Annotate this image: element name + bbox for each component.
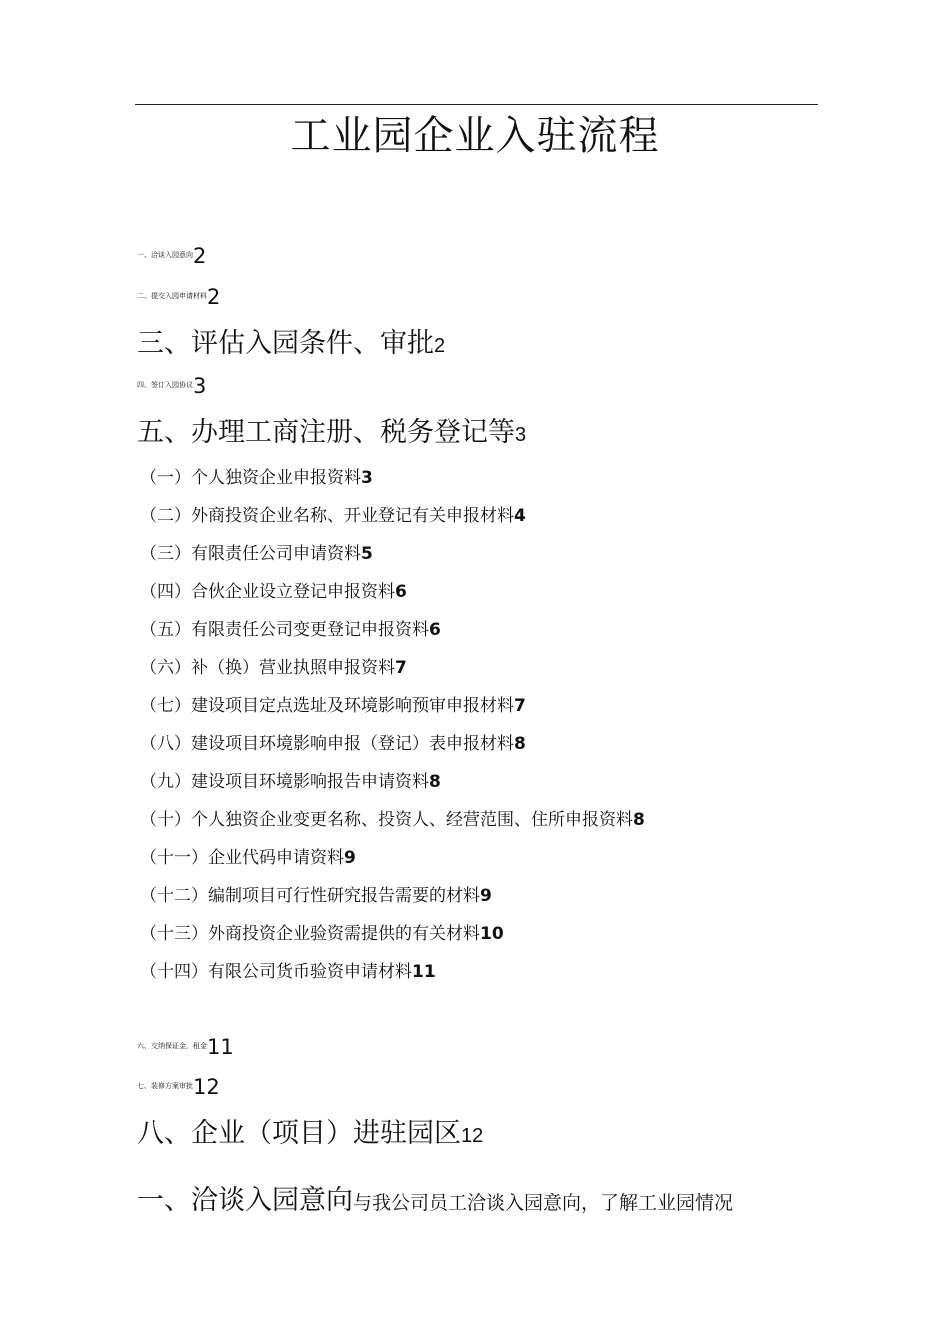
toc-subentry[interactable] bbox=[140, 960, 436, 984]
toc-subentry-page: 9 bbox=[344, 848, 356, 868]
toc-entry[interactable] bbox=[137, 327, 445, 363]
toc-subentry[interactable] bbox=[140, 846, 356, 870]
header-rule bbox=[135, 104, 818, 105]
toc-subentry-label: （十二）编制项目可行性研究报告需要的材料 bbox=[140, 886, 480, 906]
toc-entry-label: 五、办理工商注册、税务登记等 bbox=[137, 417, 515, 448]
toc-subentry-page: 7 bbox=[395, 658, 407, 678]
toc-subentry-page: 10 bbox=[480, 924, 504, 944]
toc-entry-page: 12 bbox=[193, 1075, 220, 1099]
section-text: 与我公司员工洽谈入园意向，了解工业园情况 bbox=[353, 1192, 734, 1214]
toc-subentry[interactable] bbox=[140, 656, 407, 680]
toc-subentry[interactable] bbox=[140, 694, 526, 718]
section-heading-row bbox=[137, 1178, 733, 1217]
toc-subentry-label: （四）合伙企业设立登记申报资料 bbox=[140, 582, 395, 602]
toc-subentry-label: （九）建设项目环境影响报告申请资料 bbox=[140, 772, 429, 792]
toc-entry-page: 2 bbox=[207, 285, 221, 309]
toc-entry[interactable] bbox=[137, 284, 220, 309]
toc-entry-label: 六、交纳保证金，租金 bbox=[137, 1042, 207, 1050]
toc-entry[interactable] bbox=[137, 1117, 483, 1153]
toc-subentry[interactable] bbox=[140, 808, 645, 832]
toc-entry-page: 12 bbox=[461, 1125, 484, 1147]
toc-subentry-label: （十四）有限公司货币验资申请材料 bbox=[140, 962, 412, 982]
toc-subentry-label: （十一）企业代码申请资料 bbox=[140, 848, 344, 868]
toc-entry-label: 三、评估入园条件、审批 bbox=[137, 328, 434, 359]
toc-entry-page: 2 bbox=[434, 335, 446, 357]
toc-subentry[interactable] bbox=[140, 770, 441, 794]
toc-subentry-label: （三）有限责任公司申请资料 bbox=[140, 544, 361, 564]
toc-subentry-label: （十三）外商投资企业验资需提供的有关材料 bbox=[140, 924, 480, 944]
toc-subentry-page: 6 bbox=[429, 620, 441, 640]
toc-subentry-page: 8 bbox=[633, 810, 645, 830]
toc-entry[interactable] bbox=[137, 1074, 220, 1099]
toc-entry-page: 2 bbox=[193, 244, 207, 268]
toc-subentry-page: 5 bbox=[361, 544, 373, 564]
toc-subentry[interactable] bbox=[140, 618, 441, 642]
toc-subentry[interactable] bbox=[140, 922, 504, 946]
toc-entry-page: 3 bbox=[515, 424, 527, 446]
toc-subentry-page: 11 bbox=[412, 962, 436, 982]
toc-entry-page: 11 bbox=[207, 1035, 234, 1059]
toc-subentry-label: （七）建设项目定点选址及环境影响预审申报材料 bbox=[140, 696, 514, 716]
section-heading: 一、洽谈入园意向 bbox=[137, 1185, 353, 1216]
toc-subentry-label: （六）补（换）营业执照申报资料 bbox=[140, 658, 395, 678]
toc-entry[interactable] bbox=[137, 416, 526, 452]
toc-entry-label: 二、提交入园申请材料 bbox=[137, 292, 207, 300]
toc-subentry-label: （八）建设项目环境影响申报（登记）表申报材料 bbox=[140, 734, 514, 754]
toc-subentry-page: 4 bbox=[514, 506, 526, 526]
toc-subentry-page: 6 bbox=[395, 582, 407, 602]
toc-entry-label: 七、装修方案审批 bbox=[137, 1082, 193, 1090]
toc-subentry[interactable] bbox=[140, 466, 373, 490]
toc-subentry-page: 8 bbox=[429, 772, 441, 792]
toc-entry-page: 3 bbox=[193, 374, 207, 398]
toc-entry[interactable] bbox=[137, 1034, 234, 1059]
toc-entry[interactable] bbox=[137, 243, 206, 268]
toc-entry[interactable] bbox=[137, 373, 206, 398]
toc-subentry-label: （五）有限责任公司变更登记申报资料 bbox=[140, 620, 429, 640]
toc-subentry[interactable] bbox=[140, 732, 526, 756]
toc-subentry-label: （十）个人独资企业变更名称、投资人、经营范围、住所申报资料 bbox=[140, 810, 633, 830]
page-title: 工业园企业入驻流程 bbox=[290, 113, 660, 159]
toc-subentry-page: 8 bbox=[514, 734, 526, 754]
toc-subentry-page: 7 bbox=[514, 696, 526, 716]
toc-subentry[interactable] bbox=[140, 542, 373, 566]
toc-subentry[interactable] bbox=[140, 580, 407, 604]
toc-subentry-page: 9 bbox=[480, 886, 492, 906]
toc-subentry[interactable] bbox=[140, 504, 526, 528]
toc-entry-label: 四、签订入园协议 bbox=[137, 381, 193, 389]
toc-subentry-label: （一）个人独资企业申报资料 bbox=[140, 468, 361, 488]
toc-entry-label: 一、洽谈入园意向 bbox=[137, 251, 193, 259]
toc-subentry-label: （二）外商投资企业名称、开业登记有关申报材料 bbox=[140, 506, 514, 526]
toc-entry-label: 八、企业（项目）进驻园区 bbox=[137, 1118, 461, 1149]
toc-subentry-page: 3 bbox=[361, 468, 373, 488]
toc-subentry[interactable] bbox=[140, 884, 492, 908]
